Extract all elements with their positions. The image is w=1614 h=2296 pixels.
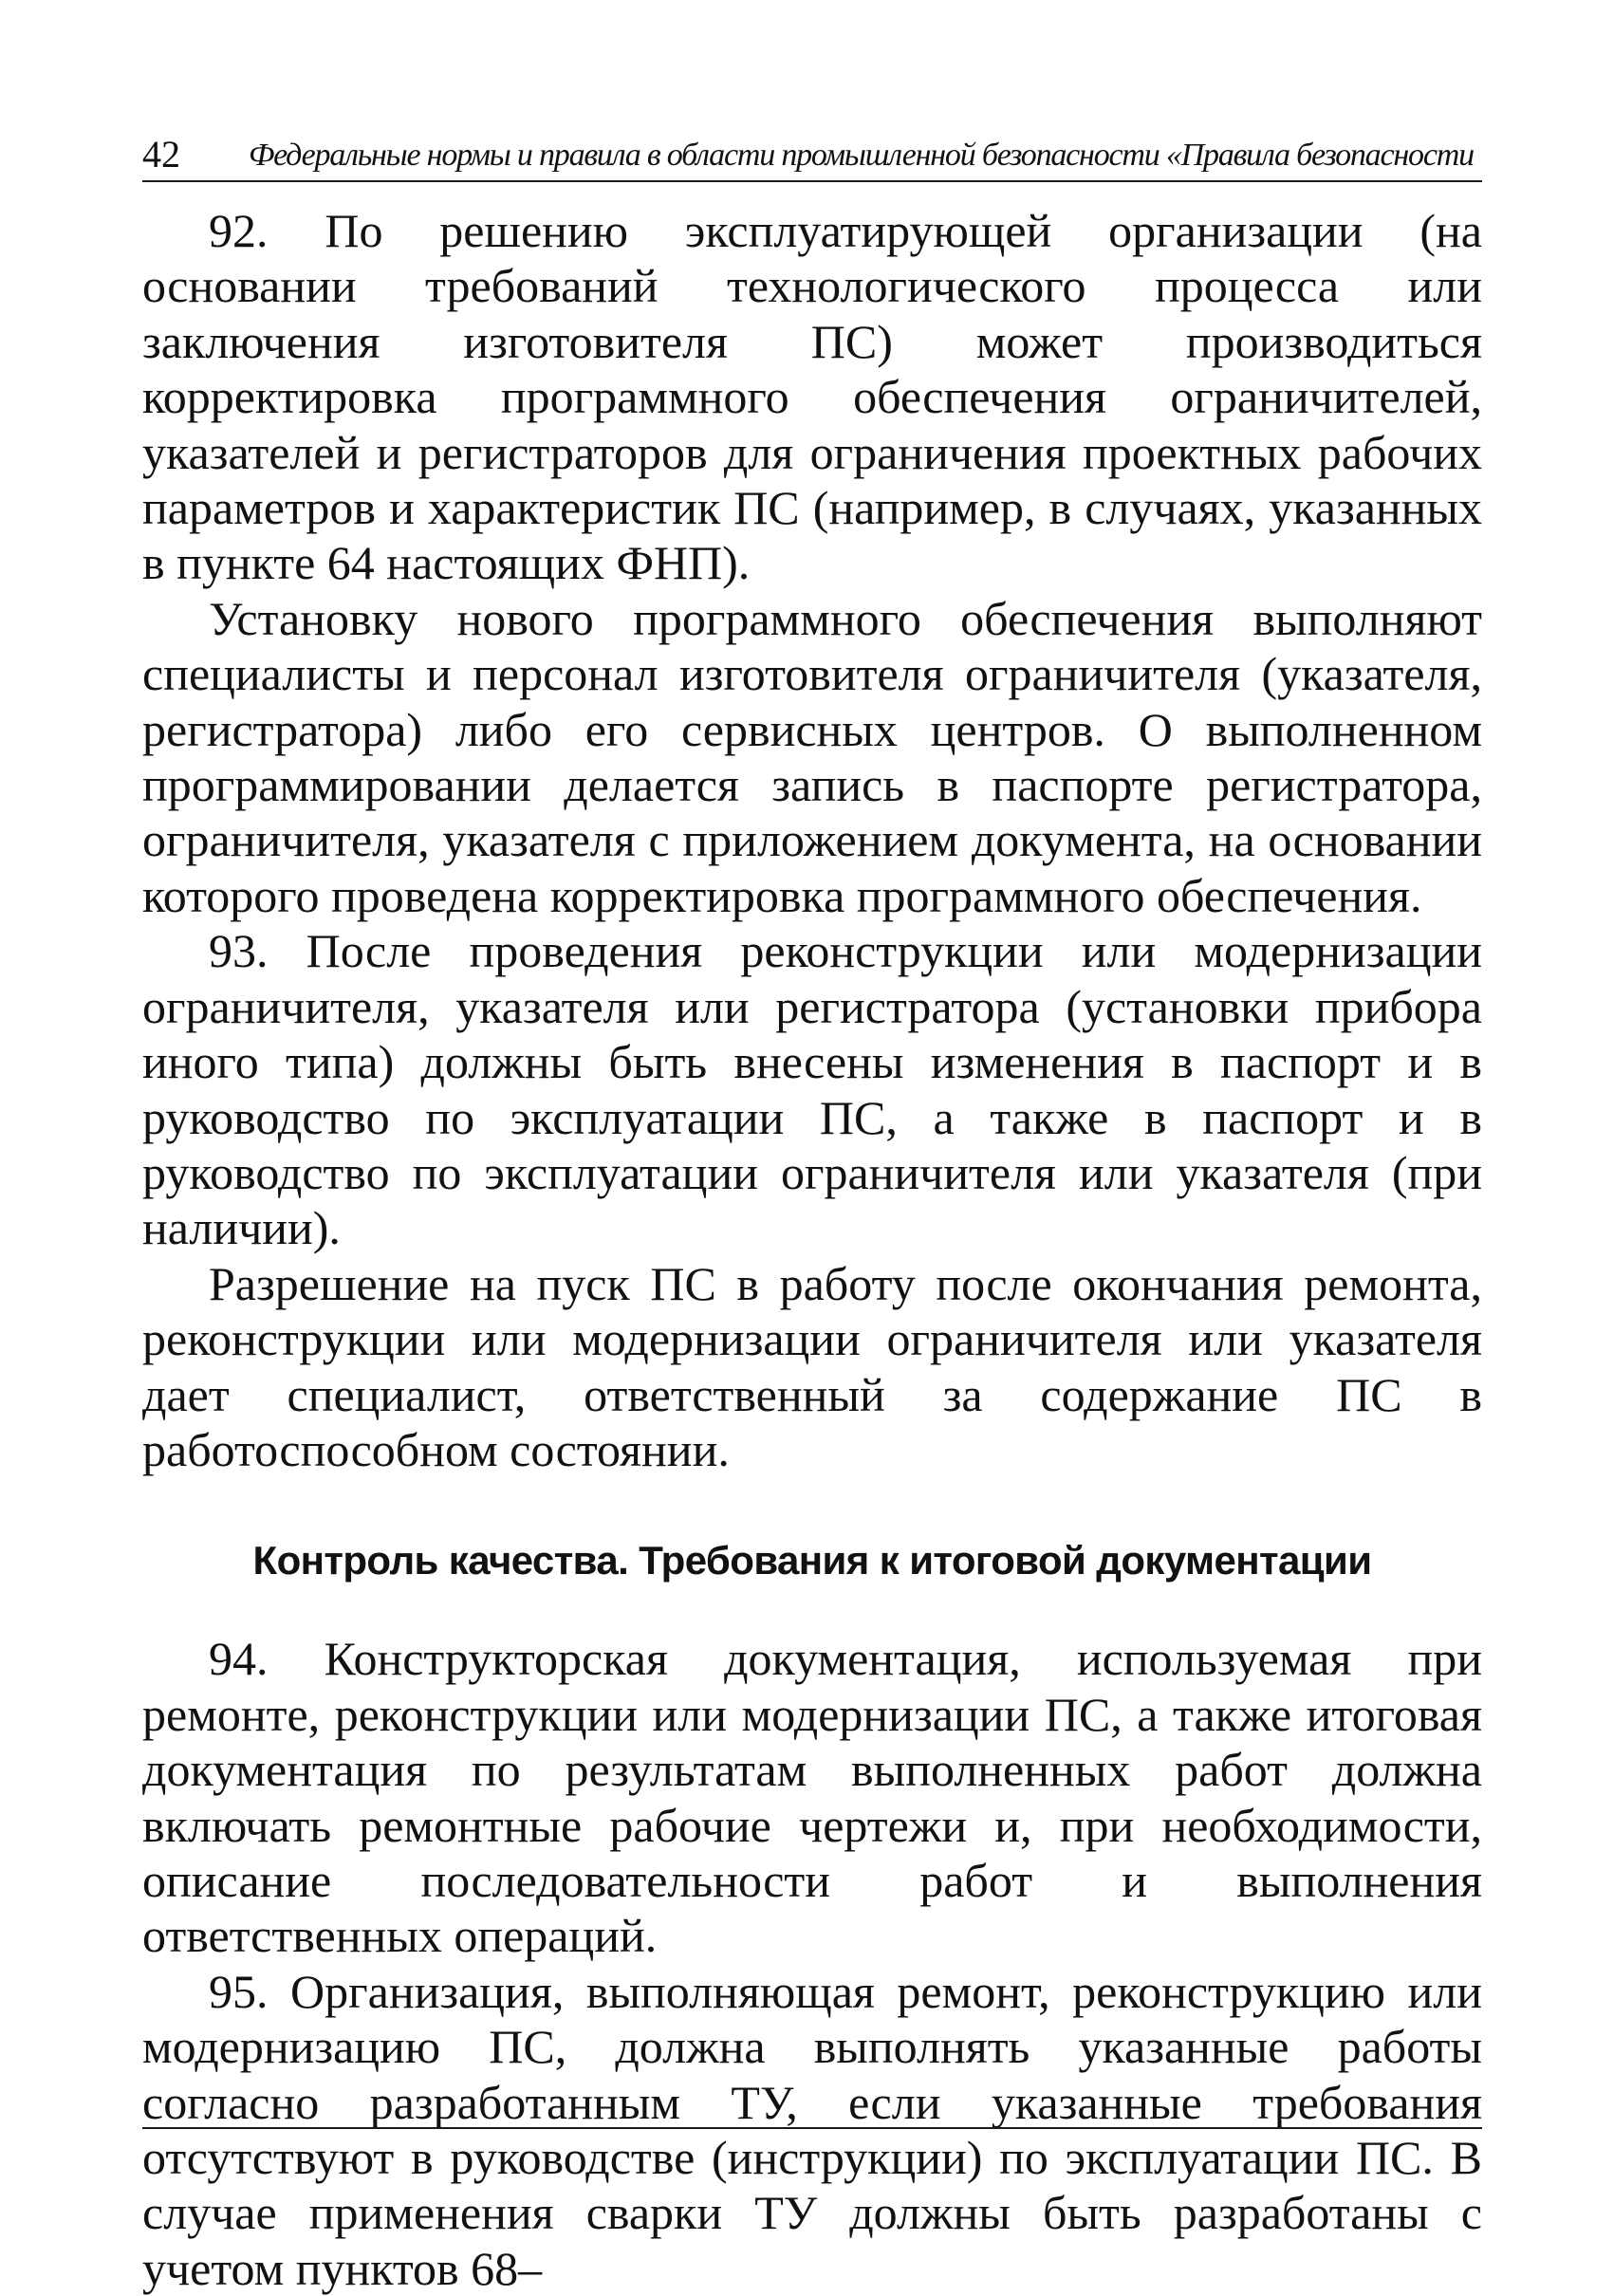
paragraph-93-continued: Разрешение на пуск ПС в работу после окончания ремонта, реконструкции или модернизации ограничителя или указателя дает специалист, ответственный за содержание ПС в работоспособном состоянии. <box>142 1256 1482 1476</box>
paragraph-92: 92. По решению эксплуатирующей организации (на основании требований технологического процесса или заключения изготовителя ПС) может производиться корректировка программного обеспечения ограничителей, указателей и регистраторов для ограничения проектных рабочих параметров и характеристик ПС (например, в случаях, указанных в пункте 64 настоящих ФНП). <box>142 204 1482 590</box>
paragraph-92-continued: Установку нового программного обеспечения выполняют специалисты и персонал изготовителя ограничителя (указателя, регистратора) либо его сервисных центров. О выполненном программировании делается запись в паспорте регистратора, ограничителя, указателя с приложением документа, на основании которого проведена корректировка программного обеспечения. <box>142 591 1482 922</box>
running-header-title: Федеральные нормы и правила в области промышленной безопасности «Правила безопасности <box>249 138 1474 173</box>
footer-divider <box>142 2127 1482 2129</box>
body-text <box>142 203 1482 2296</box>
section-heading: Контроль качества. Требования к итоговой документации <box>252 1538 1372 1583</box>
page-number: 42 <box>142 133 180 176</box>
running-header <box>142 131 1482 182</box>
paragraph-95: 95. Организация, выполняющая ремонт, реконструкцию или модернизацию ПС, должна выполнять указанные работы согласно разработанным ТУ, если указанные требования отсутствуют в руководстве (инструкции) по эксплуатации ПС. В случае применения сварки ТУ должны быть разработаны с учетом пунктов 68– <box>142 1964 1482 2295</box>
paragraph-94: 94. Конструкторская документация, используемая при ремонте, реконструкции или модернизации ПС, а также итоговая документация по результатам выполненных работ должна включать ремонтные рабочие чертежи и, при необходимости, описание последовательности работ и выполнения ответственных операций. <box>142 1632 1482 1963</box>
paragraph-93: 93. После проведения реконструкции или модернизации ограничителя, указателя или регистратора (установки прибора иного типа) должны быть внесены изменения в паспорт и в руководство по эксплуатации ПС, а также в паспорт и в руководство по эксплуатации ограничителя или указателя (при наличии). <box>142 924 1482 1255</box>
document-page <box>142 0 1482 2295</box>
